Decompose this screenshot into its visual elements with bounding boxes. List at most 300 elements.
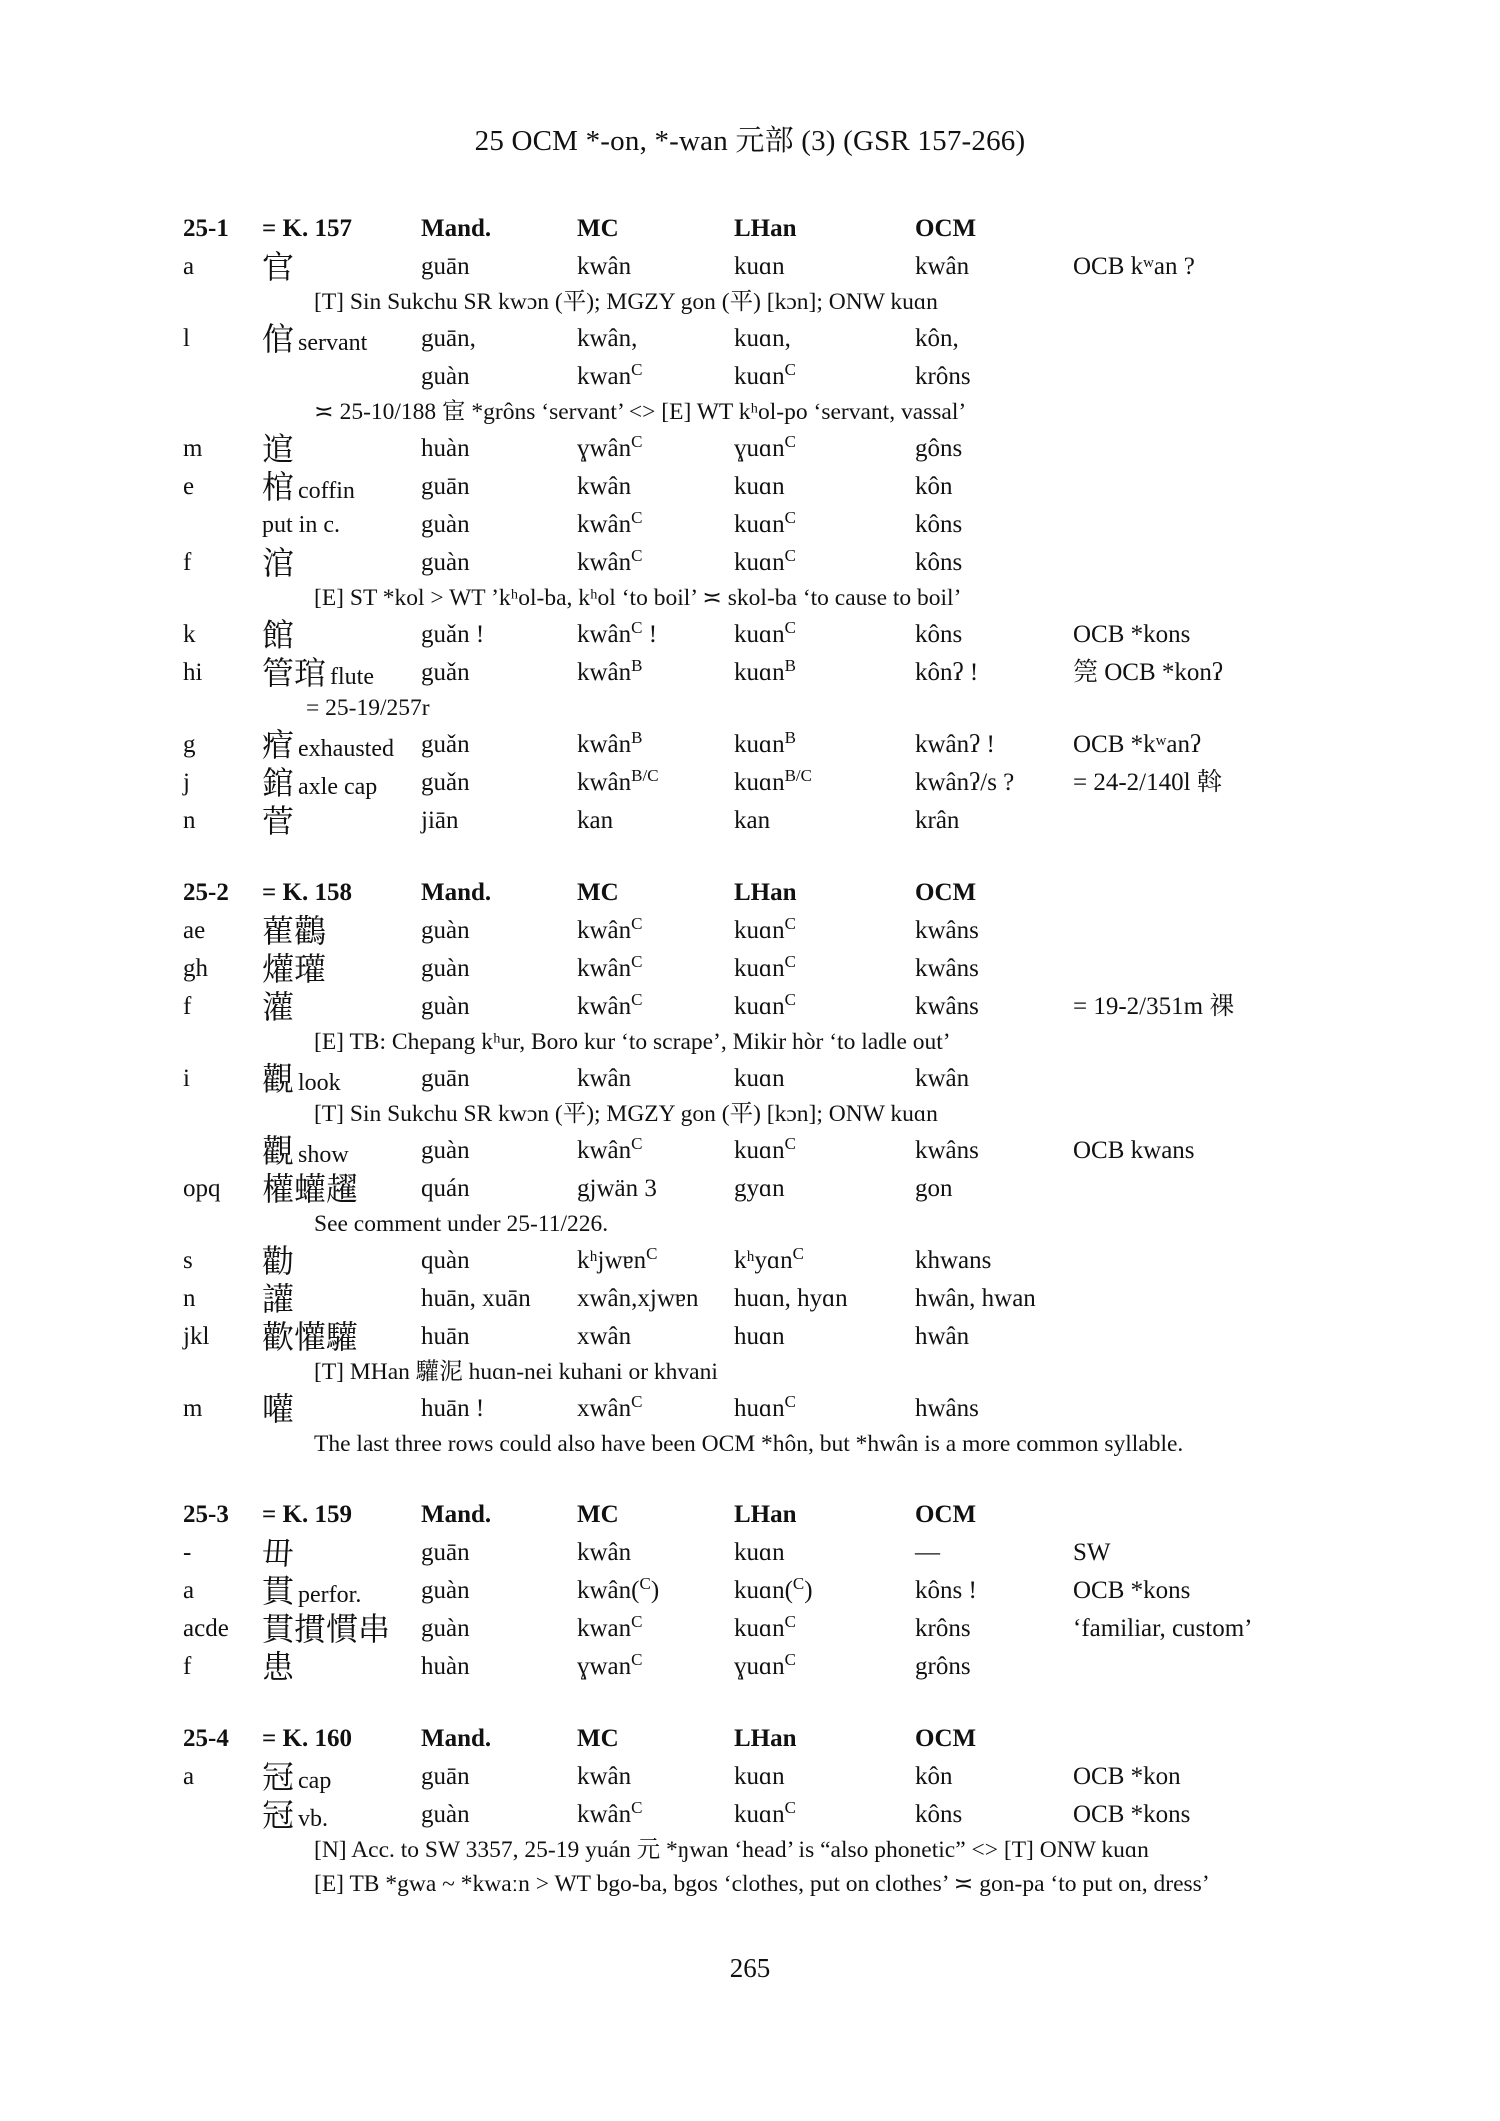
table-row [183, 988, 1333, 1026]
later-han-reading-tone: C [784, 1798, 796, 1817]
later-han-reading: ɣuɑn$^C$ [734, 1650, 796, 1680]
entries-list [183, 210, 1333, 1936]
middle-chinese-reading-tone: C [631, 360, 643, 379]
col-header-mand: Mand. [421, 215, 492, 242]
block-id: 25-4 [183, 1725, 229, 1752]
page-number: 265 [729, 1953, 771, 1983]
entry-graph [262, 1572, 361, 1614]
entry-note: [T] Sin Sukchu SR kwɔn (平); MGZY gon (平) [kɔn]; ONW kuɑn [314, 1101, 938, 1127]
chinese-character: 涫 [262, 544, 295, 582]
entry-remark: OCB kʷan ? [1073, 253, 1195, 280]
entry-graph [262, 1534, 298, 1576]
entry-gloss: perfor. [298, 1582, 362, 1608]
mandarin-reading: guàn [421, 1577, 470, 1604]
middle-chinese-reading-tone: C [631, 618, 643, 637]
entry-note: [E] ST *kol > WT ’kʰol-ba, kʰol ‘to boil’ ≍ skol-ba ‘to cause to boil’ [314, 585, 962, 611]
middle-chinese-reading: kwân$^C$ [577, 1798, 643, 1828]
old-chinese-reading: kônʔ ! [915, 659, 979, 686]
later-han-reading: kuɑn$^C$ [734, 618, 796, 648]
entry-graph [262, 988, 298, 1030]
entry-letter: opq [183, 1175, 221, 1202]
entry-letter: a [183, 253, 195, 280]
entry-letter: gh [183, 955, 208, 982]
chinese-character: 患 [262, 1648, 295, 1686]
later-han-reading: kuɑn$^B$ [734, 728, 796, 758]
middle-chinese-reading-tone: C [631, 1612, 643, 1631]
later-han-reading-tone: C [784, 1650, 796, 1669]
old-chinese-reading: kwâns [915, 917, 979, 944]
later-han-reading-tone: B/C [784, 766, 812, 785]
chinese-character: 雚鸛 [262, 912, 327, 950]
table-row [183, 912, 1333, 950]
table-row [183, 248, 1333, 286]
middle-chinese-reading-tone: C [631, 1798, 643, 1817]
entry-letter: hi [183, 659, 203, 686]
entry-graph [262, 248, 298, 290]
middle-chinese-reading: kwân$^C$ [577, 1134, 643, 1164]
table-row [183, 1610, 1333, 1648]
chinese-character: 勸 [262, 1242, 295, 1280]
middle-chinese-reading: kwân$^C$ [577, 914, 643, 944]
old-chinese-reading: kwâns [915, 1137, 979, 1164]
entry-gloss: coffin [298, 478, 355, 504]
middle-chinese-reading-tone: B [631, 728, 643, 747]
chinese-character: 貫摜慣串 [262, 1610, 391, 1648]
entry-gloss: look [298, 1070, 341, 1096]
table-row [183, 544, 1333, 582]
entry-graph [262, 1170, 362, 1212]
old-chinese-reading: krôns [915, 1615, 971, 1642]
block-header [183, 210, 1333, 248]
col-header-mc: MC [577, 1501, 619, 1528]
later-han-reading: gyɑn [734, 1175, 785, 1202]
entry-remark: 筦 OCB *konʔ [1073, 659, 1224, 686]
entry-letter: e [183, 473, 195, 500]
middle-chinese-reading-tone: C [631, 1134, 643, 1153]
entry-letter: f [183, 1653, 192, 1680]
middle-chinese-reading: kwân [577, 473, 632, 500]
old-chinese-reading: kwânʔ ! [915, 731, 995, 758]
table-row [183, 616, 1333, 654]
old-chinese-reading: grôns [915, 1653, 971, 1680]
entry-graph [262, 1758, 331, 1800]
later-han-reading-tone: C [784, 618, 796, 637]
entry-letter: g [183, 731, 196, 758]
entry-graph [262, 1132, 349, 1174]
mandarin-reading: jiān [421, 807, 459, 834]
later-han-reading: kuɑn$^C$ [734, 952, 796, 982]
later-han-reading-tone: C [792, 1574, 805, 1593]
later-han-reading-tone: C [784, 990, 796, 1009]
entry-graph [262, 320, 367, 362]
later-han-reading: huɑn [734, 1323, 785, 1350]
later-han-reading-tone: C [784, 1134, 796, 1153]
table-row [183, 1758, 1333, 1796]
chinese-character: 毌 [262, 1534, 295, 1572]
entry-graph [262, 430, 298, 472]
old-chinese-reading: gôns [915, 435, 963, 462]
middle-chinese-reading: kwân$^C$ [577, 952, 643, 982]
middle-chinese-reading-tone: C [631, 546, 643, 565]
middle-chinese-reading-tone: B [631, 656, 643, 675]
entry-graph [262, 802, 298, 844]
chinese-character: 嚾 [262, 1390, 295, 1428]
mandarin-reading: quán [421, 1175, 470, 1202]
middle-chinese-reading-tone: C [631, 508, 643, 527]
table-row [183, 950, 1333, 988]
mandarin-reading: guān, [421, 325, 476, 352]
later-han-reading-tone: C [784, 508, 796, 527]
table-row [183, 1534, 1333, 1572]
middle-chinese-reading: xwân$^C$ [577, 1392, 643, 1422]
middle-chinese-reading: xwân [577, 1323, 632, 1350]
later-han-reading-tone: C [784, 952, 796, 971]
entry-graph [262, 912, 330, 954]
entry-letter: l [183, 325, 190, 352]
mandarin-reading: guān [421, 253, 470, 280]
entry-note: [E] TB: Chepang kʰur, Boro kur ‘to scrape’, Mikir hòr ‘to ladle out’ [314, 1029, 951, 1055]
middle-chinese-reading: kwân [577, 1065, 632, 1092]
middle-chinese-reading: ɣwan$^C$ [577, 1650, 643, 1680]
table-row [183, 1280, 1333, 1318]
chinese-character: 觀 [262, 1132, 295, 1170]
later-han-reading: kuɑn, [734, 325, 791, 352]
old-chinese-reading: krân [915, 807, 960, 834]
entry-graph [262, 1610, 394, 1652]
middle-chinese-reading: kʰjwɐn$^C$ [577, 1244, 658, 1274]
entry-block [183, 210, 1333, 840]
later-han-reading: kuɑn [734, 253, 785, 280]
middle-chinese-reading: gjwän 3 [577, 1175, 657, 1202]
later-han-reading: kuɑn$^C$ [734, 1134, 796, 1164]
table-row [183, 430, 1333, 468]
chinese-character: 灌 [262, 988, 295, 1026]
old-chinese-reading: hwâns [915, 1395, 979, 1422]
page-title: 25 OCM *-on, *-wan 元部 (3) (GSR 157-266) [474, 125, 1026, 157]
table-row [183, 1242, 1333, 1280]
mandarin-reading: guān [421, 1763, 470, 1790]
entry-note: [T] Sin Sukchu SR kwɔn (平); MGZY gon (平) [kɔn]; ONW kuɑn [314, 289, 938, 315]
middle-chinese-reading: kwân$^C$ [577, 990, 643, 1020]
table-row [183, 654, 1333, 692]
entry-remark: OCB kwans [1073, 1137, 1195, 1164]
middle-chinese-reading: kwan$^C$ [577, 1612, 643, 1642]
col-header-ocm: OCM [915, 215, 977, 242]
later-han-reading: huɑn$^C$ [734, 1392, 796, 1422]
middle-chinese-reading-tone: B/C [631, 766, 659, 785]
later-han-reading: kuɑn$^{B/C}$ [734, 766, 812, 796]
chinese-character: 官 [262, 248, 295, 286]
later-han-reading-tone: B [784, 656, 796, 675]
middle-chinese-reading: ɣwân$^C$ [577, 432, 643, 462]
mandarin-reading: guàn [421, 511, 470, 538]
old-chinese-reading: kwânʔ/s ? [915, 769, 1015, 796]
middle-chinese-reading-tone: C [631, 1650, 643, 1669]
entry-graph [262, 468, 355, 510]
mandarin-reading: guàn [421, 549, 470, 576]
middle-chinese-reading-tone: C [631, 432, 643, 451]
middle-chinese-reading-tone: C [631, 1392, 643, 1411]
later-han-reading: kuɑn$^C$ [734, 360, 796, 390]
col-header-mand: Mand. [421, 879, 492, 906]
chinese-character: 棺 [262, 468, 295, 506]
entry-graph [262, 1648, 298, 1690]
chinese-character: 館 [262, 616, 295, 654]
mandarin-reading: huàn [421, 1653, 470, 1680]
chinese-character: 歡懽驩 [262, 1318, 359, 1356]
mandarin-reading: guǎn [421, 731, 470, 758]
entry-letter: a [183, 1577, 195, 1604]
later-han-reading-tone: C [784, 1612, 796, 1631]
mandarin-reading: quàn [421, 1247, 470, 1274]
entry-gloss: vb. [298, 1806, 329, 1832]
entry-gloss: cap [298, 1768, 332, 1794]
entry-remark: = 19-2/351m 祼 [1073, 993, 1235, 1020]
col-header-ocm: OCM [915, 879, 977, 906]
later-han-reading: kan [734, 807, 771, 834]
old-chinese-reading: kôn, [915, 325, 959, 352]
old-chinese-reading: hwân, hwan [915, 1285, 1036, 1312]
later-han-reading: kuɑn$^C$ [734, 546, 796, 576]
block-id: 25-2 [183, 879, 229, 906]
entry-graph [262, 544, 298, 586]
mandarin-reading: guǎn ! [421, 621, 485, 648]
mandarin-reading: guān [421, 473, 470, 500]
col-header-mand: Mand. [421, 1501, 492, 1528]
middle-chinese-reading: kwân [577, 1539, 632, 1566]
entry-letter: f [183, 993, 192, 1020]
entry-block [183, 874, 1333, 1462]
mandarin-reading: guǎn [421, 769, 470, 796]
entry-remark: OCB *kons [1073, 1577, 1191, 1604]
entry-remark: OCB *kons [1073, 621, 1191, 648]
entry-letter: - [183, 1539, 192, 1566]
entry-graph [262, 616, 298, 658]
entry-gloss: exhausted [298, 736, 394, 762]
middle-chinese-reading-tone: C [631, 952, 643, 971]
entry-gloss: axle cap [298, 774, 378, 800]
mandarin-reading: guàn [421, 993, 470, 1020]
chinese-character: 菅 [262, 802, 295, 840]
entry-letter: acde [183, 1615, 229, 1642]
later-han-reading: kuɑn [734, 1065, 785, 1092]
karlgren-ref: = K. 157 [262, 215, 352, 242]
table-row [183, 1648, 1333, 1686]
entry-graph [262, 726, 394, 768]
entry-note: = 25-19/257r [306, 695, 430, 721]
old-chinese-reading: kôns [915, 511, 963, 538]
table-row [183, 468, 1333, 506]
col-header-ocm: OCM [915, 1501, 977, 1528]
old-chinese-reading: — [915, 1539, 940, 1566]
chinese-character: 倌 [262, 320, 295, 358]
mandarin-reading: guǎn [421, 659, 470, 686]
chinese-character: 管琯 [262, 654, 327, 692]
entry-letter: jkl [183, 1323, 210, 1350]
later-han-reading-tone: C [792, 1244, 804, 1263]
middle-chinese-reading: xwân,xjwɐn [577, 1285, 699, 1312]
old-chinese-reading: kwâns [915, 955, 979, 982]
table-row [183, 358, 1333, 396]
entry-letter: j [183, 769, 190, 796]
entry-graph [262, 1060, 341, 1102]
old-chinese-reading: kôn [915, 473, 953, 500]
entry-graph [262, 654, 374, 696]
entry-letter: f [183, 549, 192, 576]
table-row [183, 1390, 1333, 1428]
chinese-character: 權蠸趯 [262, 1170, 359, 1208]
mandarin-reading: guàn [421, 363, 470, 390]
entry-letter: i [183, 1065, 190, 1092]
middle-chinese-reading: kwân$^C$ ! [577, 618, 658, 648]
later-han-reading: kuɑn($^C$) [734, 1574, 813, 1604]
table-row [183, 506, 1333, 544]
later-han-reading: kuɑn$^C$ [734, 508, 796, 538]
middle-chinese-reading: kwân, [577, 325, 638, 352]
entry-graph [262, 1318, 362, 1360]
col-header-lhan: LHan [734, 1725, 797, 1752]
block-id: 25-1 [183, 215, 229, 242]
mandarin-reading: guàn [421, 1801, 470, 1828]
mandarin-reading: guàn [421, 917, 470, 944]
later-han-reading: kʰyɑn$^C$ [734, 1244, 804, 1274]
old-chinese-reading: kôns [915, 549, 963, 576]
entry-letter: s [183, 1247, 193, 1274]
entry-remark: ‘familiar, custom’ [1073, 1615, 1253, 1642]
mandarin-reading: guàn [421, 1137, 470, 1164]
old-chinese-reading: kôn [915, 1763, 953, 1790]
later-han-reading: huɑn, hyɑn [734, 1285, 848, 1312]
col-header-ocm: OCM [915, 1725, 977, 1752]
chinese-character: 爟瓘 [262, 950, 327, 988]
entry-letter: ae [183, 917, 206, 944]
col-header-lhan: LHan [734, 215, 797, 242]
entry-letter: m [183, 1395, 203, 1422]
entry-graph [262, 1390, 298, 1432]
mandarin-reading: guān [421, 1539, 470, 1566]
entry-gloss: servant [298, 330, 368, 356]
entry-note: [E] TB *gwa ~ *kwaːn > WT bgo-ba, bgos ‘clothes, put on clothes’ ≍ gon-pa ‘to put on, dress’ [314, 1871, 1210, 1897]
middle-chinese-reading-tone: C [631, 990, 643, 1009]
entry-graph [262, 764, 377, 806]
middle-chinese-reading: kwân$^B$ [577, 728, 643, 758]
table-row [183, 1060, 1333, 1098]
entry-graph [262, 506, 340, 544]
later-han-reading: kuɑn [734, 473, 785, 500]
entry-block [183, 1720, 1333, 1902]
col-header-mc: MC [577, 215, 619, 242]
later-han-reading: kuɑn [734, 1539, 785, 1566]
later-han-reading: kuɑn [734, 1763, 785, 1790]
later-han-reading: kuɑn$^B$ [734, 656, 796, 686]
entry-note: ≍ 25-10/188 宦 *grôns ‘servant’ <> [E] WT kʰol-po ‘servant, vassal’ [314, 399, 967, 425]
table-row [183, 1318, 1333, 1356]
later-han-reading-tone: C [784, 432, 796, 451]
chinese-character: 冠 [262, 1758, 295, 1796]
middle-chinese-reading: kwân($^C$) [577, 1574, 660, 1604]
block-id: 25-3 [183, 1501, 229, 1528]
old-chinese-reading: kôns ! [915, 1577, 977, 1604]
entry-graph [262, 1242, 298, 1284]
middle-chinese-reading-tone: C [639, 1574, 651, 1593]
col-header-mand: Mand. [421, 1725, 492, 1752]
old-chinese-reading: kwân [915, 253, 970, 280]
chinese-character: 觀 [262, 1060, 295, 1098]
chinese-character: 貫 [262, 1572, 295, 1610]
old-chinese-reading: gon [915, 1175, 953, 1202]
middle-chinese-reading: kwân [577, 1763, 632, 1790]
col-header-lhan: LHan [734, 1501, 797, 1528]
entry-remark: = 24-2/140l 斡 [1073, 769, 1222, 796]
entry-note: The last three rows could also have been OCM *hôn, but *hwân is a more common syllable. [314, 1431, 1184, 1457]
later-han-reading: kuɑn$^C$ [734, 990, 796, 1020]
entry-note: [T] MHan 驩泥 huɑn-nei kuhani or khvani [314, 1359, 718, 1385]
entry-remark: OCB *kons [1073, 1801, 1191, 1828]
middle-chinese-reading: kan [577, 807, 614, 834]
mandarin-reading: huān, xuān [421, 1285, 531, 1312]
mandarin-reading: guān [421, 1065, 470, 1092]
entry-letter: a [183, 1763, 195, 1790]
entry-note: [N] Acc. to SW 3357, 25-19 yuán 元 *ŋwan ‘head’ is “also phonetic” <> [T] ONW kuɑn [314, 1837, 1149, 1863]
old-chinese-reading: krôns [915, 363, 971, 390]
entry-letter: n [183, 1285, 196, 1312]
middle-chinese-reading: kwân [577, 253, 632, 280]
later-han-reading: kuɑn$^C$ [734, 1612, 796, 1642]
chinese-character: 冠 [262, 1796, 295, 1834]
old-chinese-reading: kôns [915, 621, 963, 648]
middle-chinese-reading: kwân$^C$ [577, 508, 643, 538]
mandarin-reading: guàn [421, 1615, 470, 1642]
middle-chinese-reading-tone: C [646, 1244, 658, 1263]
chinese-character: 讙 [262, 1280, 295, 1318]
col-header-mc: MC [577, 879, 619, 906]
later-han-reading-tone: C [784, 914, 796, 933]
entry-block [183, 1496, 1333, 1686]
entry-graph [262, 1280, 298, 1322]
table-row [183, 1572, 1333, 1610]
old-chinese-reading: kwâns [915, 993, 979, 1020]
entry-remark: SW [1073, 1539, 1111, 1566]
middle-chinese-reading: kwân$^{B/C}$ [577, 766, 659, 796]
block-header [183, 1720, 1333, 1758]
table-row [183, 1796, 1333, 1834]
chinese-character: 錧 [262, 764, 295, 802]
later-han-reading-tone: C [784, 546, 796, 565]
table-row [183, 1170, 1333, 1208]
old-chinese-reading: kôns [915, 1801, 963, 1828]
entry-gloss: show [298, 1142, 349, 1168]
mandarin-reading: huān ! [421, 1395, 485, 1422]
middle-chinese-reading: kwân$^C$ [577, 546, 643, 576]
block-header [183, 1496, 1333, 1534]
col-header-lhan: LHan [734, 879, 797, 906]
entry-graph [262, 950, 330, 992]
later-han-reading: kuɑn$^C$ [734, 914, 796, 944]
karlgren-ref: = K. 160 [262, 1725, 352, 1752]
middle-chinese-reading: kwân$^B$ [577, 656, 643, 686]
entry-gloss: flute [330, 664, 374, 690]
later-han-reading-tone: B [784, 728, 796, 747]
middle-chinese-reading: kwan$^C$ [577, 360, 643, 390]
chinese-character: 逭 [262, 430, 295, 468]
table-row [183, 726, 1333, 764]
mandarin-reading: huàn [421, 435, 470, 462]
karlgren-ref: = K. 158 [262, 879, 352, 906]
old-chinese-reading: kwân [915, 1065, 970, 1092]
entry-letter: k [183, 621, 196, 648]
later-han-reading: kuɑn$^C$ [734, 1798, 796, 1828]
chinese-character: 痯 [262, 726, 295, 764]
